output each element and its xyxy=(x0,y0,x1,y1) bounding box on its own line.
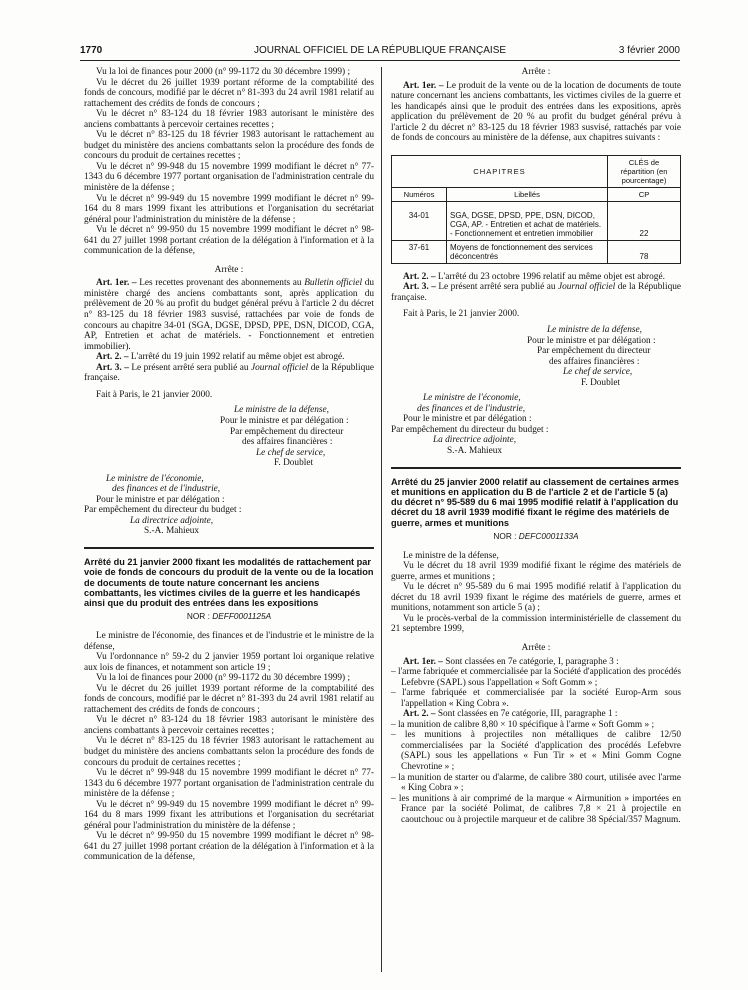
visa-paragraph: Vu la loi de finances pour 2000 (n° 99-1172 du 30 décembre 1999) ; xyxy=(96,673,351,684)
table-header-numeros: Numéros xyxy=(392,187,447,201)
list-item: – l'arme fabriquée et commercialisée par la société Europ-Arm sous l'appellation « King Cobra ». xyxy=(391,688,681,709)
arrete-heading: Arrête : xyxy=(214,264,244,275)
chapter-percentage: 22 xyxy=(608,201,681,240)
decree-title: Arrêté du 25 janvier 2000 relatif au classement de certaines armes et munitions en application du B de l'article 2 et de l'article 5 (a) du décret n° 95-589 du 6 mai 1995 modifié relatif à l'application du décret du 18 avril 1939 modifié fixant le régime des matériels de guerre, armes et munitions xyxy=(391,476,680,528)
list-item: – la munition de starter ou d'alarme, de calibre 380 court, utilisée avec l'arme « King Cobra » ; xyxy=(391,772,681,794)
chapter-label: Moyens de fonctionnement des services déconcentrés xyxy=(447,240,608,263)
signature-block-economie: Le ministre de l'économie, des finances et de l'industrie, Pour le ministre et par délégation : Par empêchement du directeur du budget : La directrice adjointe, S.-A. Mahieux xyxy=(391,393,681,456)
article-3: Art. 3. – Le présent arrêté sera publié au Journal officiel de la République française. xyxy=(391,282,682,303)
journal-title: JOURNAL OFFICIEL DE LA RÉPUBLIQUE FRANÇAISE xyxy=(253,45,507,56)
article-2: Art. 2. – L'arrêté du 19 juin 1992 relatif au même objet est abrogé. xyxy=(96,352,345,363)
nor-reference: NOR : DEFC0001133A xyxy=(493,531,579,542)
decree-title: Arrêté du 21 janvier 2000 fixant les modalités de rattachement par voie de fonds de concours du produit de la vente ou de la location de documents de toute nature concernant les anciens combattants, les victimes civiles de la guerre et les handicapés ainsi que du produit des entrées dans les expositions xyxy=(84,556,374,609)
visa-paragraph: Vu le décret n° 99-950 du 15 novembre 1999 modifiant le décret n° 98-641 du 27 juillet 1998 portant création de la délégation à l'information et à la communication de la défense, xyxy=(84,831,374,863)
list-item: – les munitions à projectiles non métalliques de calibre 12/50 commercialisées par la Société d'application des procédés Lefebvre (SAPL) sous les appellations « Fun Tir » et « Mini Gomm Cogne Chevrotine » ; xyxy=(391,730,681,772)
article-label: Art. 3. – xyxy=(403,282,436,293)
signature-block-defense: Le ministre de la défense, Pour le ministre et par délégation : Par empêchement du directeur des affaires financières : Le chef de service, F. Doublet xyxy=(391,325,681,388)
table-header-chapitres: CHAPITRES xyxy=(392,155,608,187)
column-divider xyxy=(381,67,382,972)
article-label: Art. 2. – xyxy=(403,709,436,720)
article-label: Art. 2. – xyxy=(403,271,436,282)
visa-paragraph: Vu le décret n° 99-949 du 15 novembre 1999 modifiant le décret n° 99-164 du 8 mars 1999 fixant les attributions et l'organisation du secrétariat général pour l'administration du ministère de la défense ; xyxy=(84,799,374,831)
article-1: Art. 1er. – Les recettes provenant des abonnements au Bulletin officiel du ministère chargé des anciens combattants sont, après application du prélèvement de 20 % au profit du budget général prévu à l'article 2 du décret n° 83-125 du 18 février 1983 susvisé, rattachées par voie de fonds de concours au chapitre 34-01 (SGA, DGSE, DPSD, PPE, DSN, DICOD, CGA, AP, Entretien et achat de matériels. - Fonctionnement et entretien immobilier). xyxy=(84,278,375,352)
visa-paragraph: Vu la loi de finances pour 2000 (n° 99-1172 du 30 décembre 1999) ; xyxy=(96,67,351,77)
signatory-name: F. Doublet xyxy=(274,458,314,469)
signatory-name: S.-A. Mahieux xyxy=(447,446,503,457)
visa-paragraph: Vu le décret n° 83-125 du 18 février 1983 autorisant le rattachement au budget du ministère des anciens combattants selon la procédure des fonds de concours du produit de certaines recettes ; xyxy=(84,736,374,768)
chapitres-table xyxy=(391,155,681,264)
article-label: Art. 1er. – xyxy=(96,278,137,289)
right-column xyxy=(391,67,681,825)
visa-paragraph: Vu le décret n° 99-948 du 15 novembre 1999 modifiant le décret n° 77-1343 du 6 décembre 1977 portant organisation de l'administration centrale du ministère de la défense ; xyxy=(84,768,374,800)
article-label: Art. 1er. – xyxy=(403,656,443,667)
page-number: 1770 xyxy=(80,45,103,56)
visa-paragraph: Le ministre de la défense, xyxy=(403,550,499,561)
chapter-label: SGA, DGSE, DPSD, PPE, DSN, DICOD, CGA, AP. - Entretien et achat de matériels. - Fonctionnement et entretien immobilier xyxy=(447,201,608,240)
list-item: – la munition de calibre 8,80 × 10 spécifique à l'arme « Soft Gomm » ; xyxy=(391,719,655,730)
visa-paragraph: Le ministre de l'économie, des finances et de l'industrie et le ministre de la défense, xyxy=(84,631,374,652)
visa-paragraph: Vu le décret n° 99-949 du 15 novembre 1999 modifiant le décret n° 99-164 du 8 mars 1999 fixant les attributions et l'organisation du secrétariat général pour l'administration du ministère de la défense ; xyxy=(84,193,374,225)
chapter-percentage: 78 xyxy=(608,240,681,263)
chapter-number: 34-01 xyxy=(392,201,447,240)
table-header-libelles: Libellés xyxy=(447,187,608,201)
visa-paragraph: Vu le décret n° 99-948 du 15 novembre 1999 modifiant le décret n° 77-1343 du 6 décembre 1977 portant organisation de l'administration centrale du ministère de la défense ; xyxy=(84,161,374,194)
left-column xyxy=(84,67,374,863)
signature-place-date: Fait à Paris, le 21 janvier 2000. xyxy=(403,309,520,320)
signatory-name: S.-A. Mahieux xyxy=(144,526,200,537)
issue-date: 3 février 2000 xyxy=(618,45,680,56)
article-3: Art. 3. – Le présent arrêté sera publié au Journal officiel de la République française. xyxy=(84,362,375,384)
page-header xyxy=(80,46,680,60)
visa-paragraph: Vu le procès-verbal de la commission interministérielle de classement du 21 septembre 1999, xyxy=(391,613,681,635)
visa-paragraph: Vu le décret du 18 avril 1939 modifié fixant le régime des matériels de guerre, armes et munitions ; xyxy=(391,561,681,582)
visa-paragraph: Vu le décret n° 95-589 du 6 mai 1995 modifié relatif à l'application du décret du 18 avril 1939 fixant le régime des matériels de guerre, armes et munitions, notamment son article 5 (a) ; xyxy=(391,582,681,614)
table-header-cles: CLÉS de répartition (en pourcentage) xyxy=(608,155,681,187)
nor-reference: NOR : DEFF0001125A xyxy=(186,611,272,622)
article-1: Art. 1er. – Le produit de la vente ou de la location de documents de toute nature concernant les anciens combattants, les victimes civiles de la guerre et les handicapés ainsi que le produit des entrées dans les expositions, après application du prélèvement de 20 % au profit du budget général prévu à l'article 2 du décret n° 83-125 du 18 février 1983 susvisé, rattachés par voie de fonds de concours au ministère de la défense, aux chapitres suivants : xyxy=(391,80,681,144)
article-label: Art. 1er. – xyxy=(403,80,444,91)
list-item: – l'arme fabriquée et commercialisée par la Société d'application des procédés Lefebvre (SAPL) sous l'appellation « Soft Gomm » ; xyxy=(391,667,681,688)
section-separator xyxy=(391,467,681,469)
article-label: Art. 3. – xyxy=(96,362,129,373)
list-item: – les munitions à air comprimé de la marque « Airmunition » importées en France par la société Polimat, de calibres 7,8 × 21 à projectile en caoutchouc ou à projectile marqueur et de calibre 38 Spécial/357 Magnum. xyxy=(391,793,681,825)
article-label: Art. 2. – xyxy=(96,352,129,363)
signature-block-defense: Le ministre de la défense, Pour le ministre et par délégation : Par empêchement du directeur des affaires financières : Le chef de service, F. Doublet xyxy=(84,405,374,468)
article-1: Art. 1er. – Sont classées en 7e catégorie, I, paragraphe 3 : xyxy=(403,656,619,667)
visa-paragraph: Vu le décret n° 83-124 du 18 février 1983 autorisant le ministère des anciens combattants à percevoir certaines recettes ; xyxy=(84,715,374,736)
header-rule xyxy=(80,60,680,61)
arrete-heading: Arrête : xyxy=(521,642,551,653)
visa-paragraph: Vu le décret du 26 juillet 1939 portant réforme de la comptabilité des fonds de concours, modifié par le décret n° 81-393 du 24 avril 1981 relatif au rattachement des crédits de fonds de concours ; xyxy=(84,77,374,109)
table-header-cp: CP xyxy=(608,187,681,201)
arrete-heading: Arrête : xyxy=(521,67,551,77)
section-separator xyxy=(84,547,374,549)
signatory-name: F. Doublet xyxy=(581,377,621,388)
visa-paragraph: Vu le décret du 26 juillet 1939 portant réforme de la comptabilité des fonds de concours, modifié par le décret n° 81-393 du 24 avril 1981 relatif au rattachement des crédits de fonds de concours ; xyxy=(84,683,374,715)
visa-paragraph: Vu le décret n° 83-124 du 18 février 1983 autorisant le ministère des anciens combattants à percevoir certaines recettes ; xyxy=(84,109,374,130)
table-row xyxy=(392,201,681,240)
article-2: Art. 2. – L'arrêté du 23 octobre 1996 relatif au même objet est abrogé. xyxy=(403,271,665,282)
chapter-number: 37-61 xyxy=(392,240,447,263)
visa-paragraph: Vu l'ordonnance n° 59-2 du 2 janvier 1959 portant loi organique relative aux lois de finances, et notamment son article 19 ; xyxy=(84,652,374,673)
table-row xyxy=(392,240,681,263)
visa-paragraph: Vu le décret n° 99-950 du 15 novembre 1999 modifiant le décret n° 98-641 du 27 juillet 1998 portant création de la délégation à l'information et à la communication de la défense, xyxy=(84,225,374,257)
signature-block-economie: Le ministre de l'économie, des finances et de l'industrie, Pour le ministre et par délégation : Par empêchement du directeur du budget : La directrice adjointe, S.-A. Mahieux xyxy=(84,474,374,537)
article-2: Art. 2. – Sont classées en 7e catégorie, III, paragraphe 1 : xyxy=(403,709,618,720)
signature-place-date: Fait à Paris, le 21 janvier 2000. xyxy=(96,389,213,400)
visa-paragraph: Vu le décret n° 83-125 du 18 février 1983 autorisant le rattachement au budget du ministère des anciens combattants selon la procédure des fonds de concours du produit de certaines recettes ; xyxy=(84,130,374,162)
